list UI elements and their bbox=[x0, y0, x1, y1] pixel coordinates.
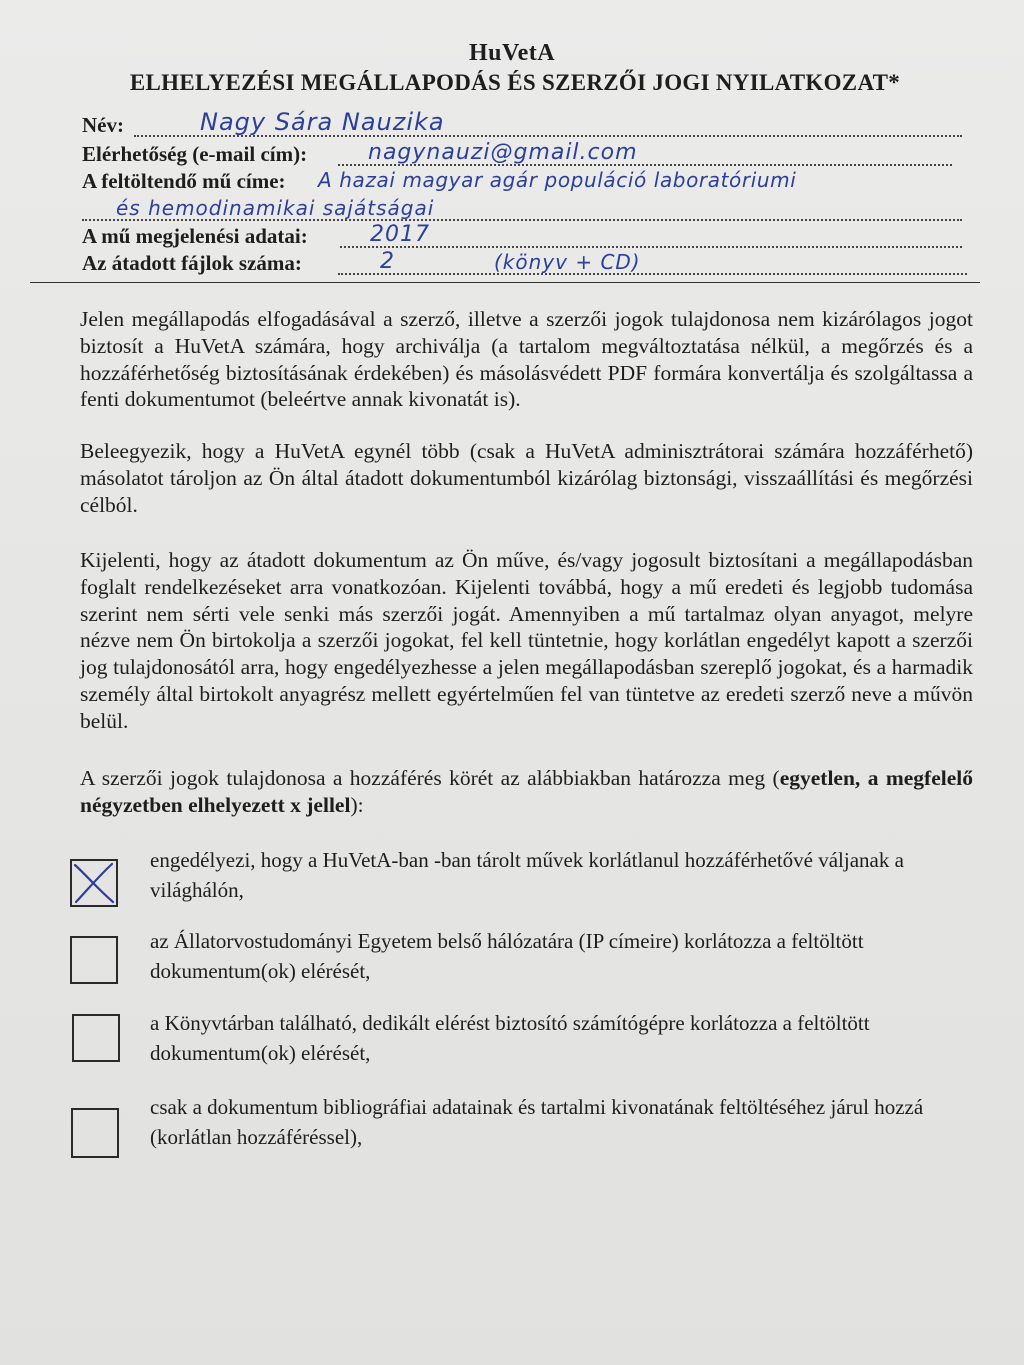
option-2-checkbox[interactable] bbox=[70, 936, 118, 984]
access-scope-end: ): bbox=[350, 792, 364, 817]
paragraph-copies: Beleegyezik, hogy a HuVetA egynél több (csak a HuVetA adminisztrátorai számára hozzáférhető) másolatot tároljon az Ön által átadott dokumentumból kizárólag biztonsági, visszaállítási és megőrzési célból. bbox=[80, 439, 973, 517]
publication-field bbox=[82, 222, 962, 251]
work-title-value-line2: és hemodinamikai sajátságai bbox=[116, 196, 435, 220]
access-scope-text: A szerzői jogok tulajdonosa a hozzáférés körét az alábbiakban határozza meg ( bbox=[80, 766, 780, 790]
paragraph-access-scope bbox=[80, 765, 973, 819]
access-scope-emphasis: egyetlen, a megfelelő négyzetben elhelyezett x jellel bbox=[80, 766, 973, 817]
section-divider bbox=[30, 282, 980, 283]
email-field bbox=[82, 140, 952, 169]
option-1-checkbox[interactable] bbox=[70, 859, 118, 907]
email-value: nagynauzi@gmail.com bbox=[368, 140, 638, 165]
work-title-label: A feltöltendő mű címe: bbox=[82, 169, 286, 193]
x-mark-icon bbox=[72, 861, 116, 905]
option-4-checkbox[interactable] bbox=[71, 1108, 119, 1158]
work-title-field bbox=[82, 170, 982, 196]
option-2-label: az Állatorvostudományi Egyetem belső hálózatára (IP címeire) korlátozza a feltöltött dokumentum(ok) elérését, bbox=[150, 929, 864, 983]
files-field bbox=[82, 249, 967, 278]
option-3-checkbox[interactable] bbox=[72, 1014, 120, 1062]
files-count-value: 2 bbox=[380, 249, 395, 274]
publication-label: A mű megjelenési adatai: bbox=[82, 224, 308, 248]
work-title-value-line1: A hazai magyar agár populáció laboratóriumi bbox=[318, 168, 797, 192]
paragraph-license: Jelen megállapodás elfogadásával a szerző, illetve a szerzői jogok tulajdonosa nem kizárólagos jogot biztosít a HuVetA számára, hogy archiválja (a tartalom megváltoztatása nélkül, a megőrzés és a hozzáférhetőség biztosításának érdekében) és másolásvédett PDF formára konvertálja és szolgáltassa a fenti dokumentumot (beleértve annak kivonatát is). bbox=[80, 307, 973, 412]
files-note-value: (könyv + CD) bbox=[494, 250, 641, 274]
name-value: Nagy Sára Nauzika bbox=[200, 108, 445, 136]
publication-dotted-line bbox=[340, 246, 962, 248]
name-label: Név: bbox=[82, 113, 124, 137]
option-3-label: a Könyvtárban található, dedikált elérést biztosító számítógépre korlátozza a feltöltött dokumentum(ok) elérését, bbox=[150, 1011, 870, 1065]
files-label: Az átadott fájlok száma: bbox=[82, 251, 302, 275]
org-name: HuVetA bbox=[468, 40, 556, 66]
option-4-label: csak a dokumentum bibliográfiai adatainak és tartalmi kivonatának feltöltéséhez járul hozzá (korlátlan hozzáféréssel), bbox=[150, 1095, 924, 1149]
email-label: Elérhetőség (e-mail cím): bbox=[82, 142, 308, 166]
paragraph-declaration: Kijelenti, hogy az átadott dokumentum az Ön műve, és/vagy jogosult biztosítani a megállapodásban foglalt rendelkezéseket arra vonatkozóan. Kijelenti továbbá, hogy a mű eredeti és legjobb tudomása szerint nem sérti vele senki más szerzői jogát. Amennyiben a mű tartalmaz olyan anyagot, melyre nézve nem Ön birtokolja a szerzői jogokat, fel kell tüntetnie, hogy korlátlan engedélyt kapott a szerzői jog tulajdonosától arra, hogy engedélyezhesse a jelen megállapodásban szereplő jogokat, és a harmadik személy által birtokolt anyagrész mellett egyértelműen fel van tüntetve az eredeti szerző neve a művön belül. bbox=[80, 548, 973, 733]
option-1-label: engedélyezi, hogy a HuVetA-ban -ban tárolt művek korlátlanul hozzáférhetővé váljanak a világhálón, bbox=[150, 848, 904, 902]
work-title-continuation bbox=[82, 198, 962, 224]
name-field bbox=[82, 108, 962, 140]
files-dotted-line bbox=[338, 273, 967, 275]
publication-value: 2017 bbox=[370, 222, 430, 247]
document-title: ELHELYEZÉSI MEGÁLLAPODÁS ÉS SZERZŐI JOGI NYILATKOZAT* bbox=[129, 70, 901, 95]
